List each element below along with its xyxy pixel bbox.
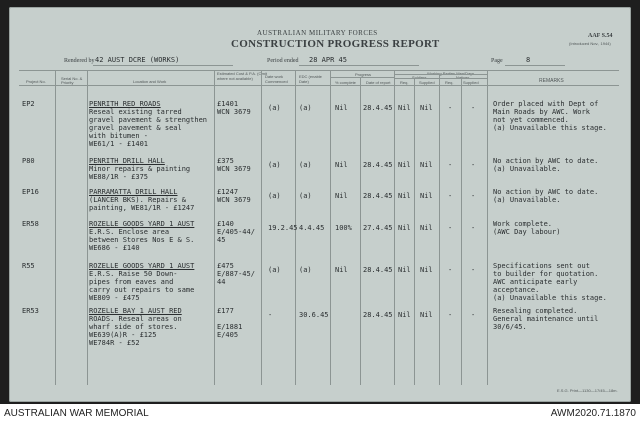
row-project-no: ER53 bbox=[22, 307, 39, 315]
row-location-line: ROZELLE BAY 1 AUST RED bbox=[89, 307, 182, 315]
page-value: 8 bbox=[526, 56, 531, 64]
row-date-commenced: (a) bbox=[268, 266, 281, 274]
row-remark-line: (a) Unavailable. bbox=[493, 165, 561, 173]
row-cost-line: £140 bbox=[217, 220, 234, 228]
row-remark-line: to builder for quotation. bbox=[493, 270, 599, 278]
row-location-line: gravel pavement & seal bbox=[89, 124, 182, 132]
row-project-no: EP2 bbox=[22, 100, 35, 108]
row-remark-line: No action by AWC to date. bbox=[493, 157, 599, 165]
page-label: Page bbox=[491, 58, 503, 64]
row-soldiers-req: Nil bbox=[398, 311, 411, 319]
row-location-line: carry out repairs to same bbox=[89, 286, 195, 294]
row-remark-line: acceptance. bbox=[493, 286, 540, 294]
row-soldiers-sup: Nil bbox=[420, 161, 433, 169]
row-natives-sup: - bbox=[471, 161, 476, 169]
row-remark-line: AWC anticipate early bbox=[493, 278, 578, 286]
row-location-line: E.R.S. Enclose area bbox=[89, 228, 170, 236]
row-natives-req: - bbox=[448, 192, 453, 200]
row-remark-line: Main Roads by AWC. Work bbox=[493, 108, 590, 116]
row-remark-line: (a) Unavailable. bbox=[493, 196, 561, 204]
row-remark-line: General maintenance until bbox=[493, 315, 599, 323]
row-pct: Nil bbox=[335, 266, 348, 274]
row-location-line: WE639(A)R - £125 bbox=[89, 331, 157, 339]
row-cost-line: £475 bbox=[217, 262, 234, 270]
row-cost-line: £1401 bbox=[217, 100, 239, 108]
row-edc: (a) bbox=[299, 192, 312, 200]
period-value: 28 APR 45 bbox=[309, 56, 347, 64]
row-remark-line: 30/6/45. bbox=[493, 323, 527, 331]
row-soldiers-req: Nil bbox=[398, 161, 411, 169]
col-estimated-cost: Estimated Cost & P.A. (Omit where not available) bbox=[217, 71, 267, 81]
row-soldiers-sup: Nil bbox=[420, 266, 433, 274]
row-location-line: between Stores Nos E & S. bbox=[89, 236, 195, 244]
row-cost-line: £1247 bbox=[217, 188, 239, 196]
row-project-no: EP16 bbox=[22, 188, 39, 196]
row-location-line: WE686 - £140 bbox=[89, 244, 140, 252]
row-location-line: (LANCER BKS). Repairs & bbox=[89, 196, 186, 204]
row-remark-line: Resealing completed. bbox=[493, 307, 578, 315]
row-cost-line: WCN 3679 bbox=[217, 108, 251, 116]
col-natives: Natives bbox=[456, 75, 470, 80]
footer-right: AWM2020.71.1870 bbox=[550, 408, 636, 419]
row-remark-line: not yet commenced. bbox=[493, 116, 569, 124]
row-edc: (a) bbox=[299, 104, 312, 112]
row-cost-line: WCN 3679 bbox=[217, 165, 251, 173]
col-sold-sup: Supplied bbox=[419, 80, 435, 85]
row-cost-line: WCN 3679 bbox=[217, 196, 251, 204]
rendered-by-value: 42 AUST DCRE (WORKS) bbox=[95, 56, 180, 64]
row-date-report: 28.4.45 bbox=[363, 311, 393, 319]
row-edc: 30.6.45 bbox=[299, 311, 329, 319]
row-location-line: E.R.S. Raise 50 Down- bbox=[89, 270, 178, 278]
row-remark-line: No action by AWC to date. bbox=[493, 188, 599, 196]
row-natives-req: - bbox=[448, 161, 453, 169]
row-date-report: 28.4.45 bbox=[363, 161, 393, 169]
row-natives-sup: - bbox=[471, 224, 476, 232]
col-project-no: Project No. bbox=[26, 79, 46, 84]
row-soldiers-req: Nil bbox=[398, 266, 411, 274]
row-natives-req: - bbox=[448, 311, 453, 319]
row-date-commenced: (a) bbox=[268, 161, 281, 169]
col-nat-req: Req. bbox=[445, 80, 454, 85]
row-edc: (a) bbox=[299, 266, 312, 274]
row-soldiers-req: Nil bbox=[398, 104, 411, 112]
row-cost-line: £375 bbox=[217, 157, 234, 165]
row-cost-line: 45 bbox=[217, 236, 226, 244]
row-location-line: PENRITH RED ROADS bbox=[89, 100, 161, 108]
row-edc: (a) bbox=[299, 161, 312, 169]
row-pct: Nil bbox=[335, 161, 348, 169]
col-date-commenced: Date work Commenced bbox=[265, 74, 288, 84]
row-project-no: P80 bbox=[22, 157, 35, 165]
row-remark-line: (AWC Day labour) bbox=[493, 228, 561, 236]
page-title: CONSTRUCTION PROGRESS REPORT bbox=[231, 38, 440, 50]
row-location-line: Minor repairs & painting bbox=[89, 165, 191, 173]
row-pct: Nil bbox=[335, 104, 348, 112]
row-location-line: with bitumen - bbox=[89, 132, 149, 140]
row-natives-sup: - bbox=[471, 104, 476, 112]
row-cost-line: E/405-44/ bbox=[217, 228, 255, 236]
row-location-line: WE88/1R - £375 bbox=[89, 173, 149, 181]
col-edc: EDC (enable Date) bbox=[299, 74, 322, 84]
row-date-commenced: - bbox=[268, 311, 273, 319]
form-code: AAF S.54 bbox=[588, 33, 613, 39]
row-location-line: wharf side of stores. bbox=[89, 323, 178, 331]
footer-left: AUSTRALIAN WAR MEMORIAL bbox=[4, 408, 149, 419]
row-cost-line: £177 bbox=[217, 307, 234, 315]
row-location-line: ROADS. Reseal areas on bbox=[89, 315, 182, 323]
row-remark-line: (a) Unavailable this stage. bbox=[493, 124, 607, 132]
period-label: Period ended bbox=[267, 58, 299, 64]
row-location-line: PENRITH DRILL HALL bbox=[89, 157, 165, 165]
row-cost-line: E/887-45/ bbox=[217, 270, 255, 278]
row-location-line: PARRAMATTA DRILL HALL bbox=[89, 188, 178, 196]
row-cost-line: 44 bbox=[217, 278, 226, 286]
col-sold-req: Req. bbox=[400, 80, 409, 85]
row-natives-sup: - bbox=[471, 266, 476, 274]
row-soldiers-req: Nil bbox=[398, 224, 411, 232]
row-natives-sup: - bbox=[471, 311, 476, 319]
row-date-report: 28.4.45 bbox=[363, 266, 393, 274]
col-remarks: REMARKS bbox=[539, 78, 564, 84]
row-remark-line: Order placed with Dept of bbox=[493, 100, 599, 108]
row-natives-req: - bbox=[448, 266, 453, 274]
col-date-report: Date of report bbox=[366, 80, 391, 85]
row-location-line: gravel pavement & strengthen bbox=[89, 116, 208, 124]
row-natives-req: - bbox=[448, 224, 453, 232]
row-project-no: ER58 bbox=[22, 220, 39, 228]
row-soldiers-req: Nil bbox=[398, 192, 411, 200]
row-remark-line: Specifications sent out bbox=[493, 262, 590, 270]
row-date-commenced: 19.2.45 bbox=[268, 224, 298, 232]
row-date-commenced: (a) bbox=[268, 104, 281, 112]
row-location-line: pipes from eaves and bbox=[89, 278, 174, 286]
col-serial-no: Serial No. & Priority bbox=[61, 76, 83, 85]
row-soldiers-sup: Nil bbox=[420, 192, 433, 200]
col-working-parties: Working Parties Men/Days bbox=[427, 71, 475, 76]
row-location-line: WE809 - £475 bbox=[89, 294, 140, 302]
row-date-commenced: (a) bbox=[268, 192, 281, 200]
row-remark-line: (a) Unavailable this stage. bbox=[493, 294, 607, 302]
report-sheet bbox=[9, 7, 631, 402]
row-soldiers-sup: Nil bbox=[420, 311, 433, 319]
row-location-line: ROZELLE GOODS YARD 1 AUST bbox=[89, 220, 195, 228]
col-soldiers: Soldiers bbox=[412, 75, 427, 80]
row-pct: Nil bbox=[335, 192, 348, 200]
row-date-report: 27.4.45 bbox=[363, 224, 393, 232]
row-pct: 100% bbox=[335, 224, 352, 232]
row-location-line: WE61/1 - £1401 bbox=[89, 140, 149, 148]
row-cost-line: E/405 bbox=[217, 331, 239, 339]
row-soldiers-sup: Nil bbox=[420, 224, 433, 232]
col-progress: Progress bbox=[355, 72, 372, 77]
row-natives-sup: - bbox=[471, 192, 476, 200]
row-edc: 4.4.45 bbox=[299, 224, 325, 232]
row-date-report: 28.4.45 bbox=[363, 192, 393, 200]
row-date-report: 28.4.45 bbox=[363, 104, 393, 112]
row-location-line: WE784R - £52 bbox=[89, 339, 140, 347]
form-note: (Introduced Nov., 1944) bbox=[569, 41, 611, 46]
col-pct: % complete bbox=[335, 80, 356, 85]
row-location-line: ROZELLE GOODS YARD 1 AUST bbox=[89, 262, 195, 270]
row-cost-line: E/1881 bbox=[217, 323, 243, 331]
footer-bar bbox=[0, 404, 640, 423]
row-natives-req: - bbox=[448, 104, 453, 112]
row-project-no: R55 bbox=[22, 262, 35, 270]
row-remark-line: Work complete. bbox=[493, 220, 553, 228]
row-location-line: painting, WE81/1R - £1247 bbox=[89, 204, 195, 212]
col-location: Location and Work bbox=[133, 79, 167, 84]
org-name: AUSTRALIAN MILITARY FORCES bbox=[257, 29, 378, 37]
col-nat-sup: Supplied bbox=[463, 80, 479, 85]
printer-note: E.S.G. Print—1130—17/45—18m. bbox=[557, 388, 618, 393]
row-soldiers-sup: Nil bbox=[420, 104, 433, 112]
rendered-by-label: Rendered by bbox=[64, 58, 95, 64]
row-location-line: Reseal existing tarred bbox=[89, 108, 182, 116]
